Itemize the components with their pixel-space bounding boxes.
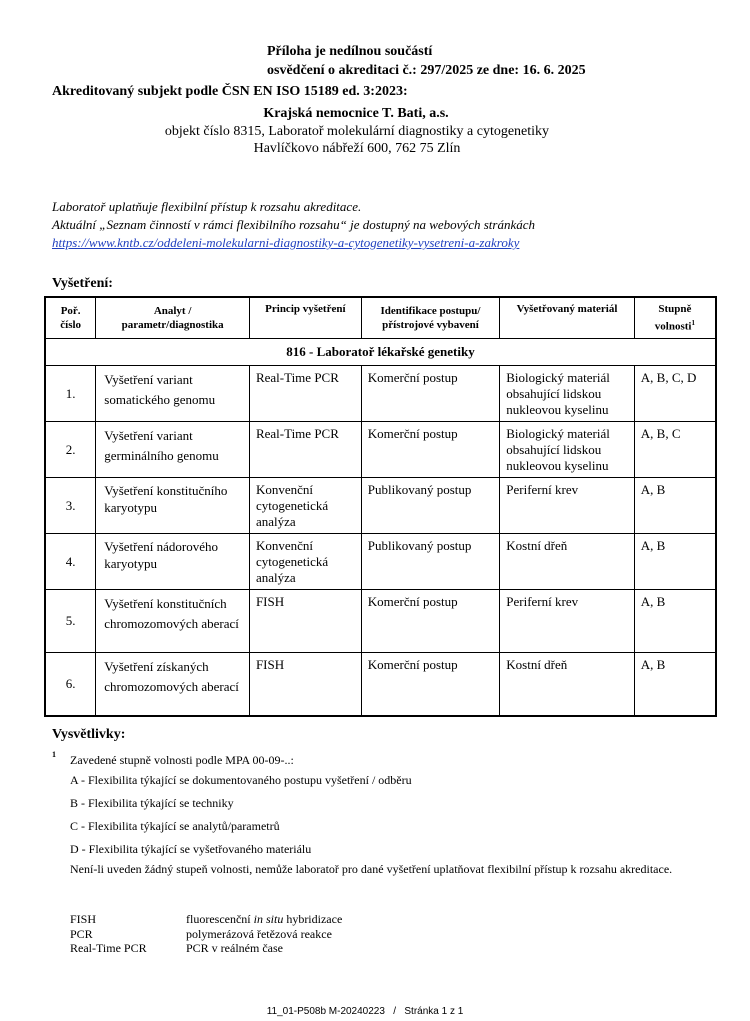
header-line-1: Příloha je nedílnou součástí <box>267 44 433 59</box>
table-row <box>45 653 716 716</box>
table-row <box>45 478 716 534</box>
section-row <box>45 339 716 366</box>
analyte-cell: Vyšetření získaných chromozomových aberací <box>96 653 250 716</box>
table-header-row <box>45 297 716 339</box>
table-row <box>45 590 716 653</box>
analyte-cell: Vyšetření variant somatického genomu <box>96 366 250 422</box>
abbr-definition: PCR v reálném čase <box>186 941 283 955</box>
analyte-cell: Vyšetření nádorového karyotypu <box>96 534 250 590</box>
flexibility-notice: Laboratoř uplatňuje flexibilní přístup k rozsahu akreditace. <box>52 199 362 214</box>
header-method: Identifikace postupu/ přístrojové vybavení <box>361 297 500 339</box>
method-cell: Komerční postup <box>361 653 500 716</box>
material-cell: Periferní krev <box>500 590 635 653</box>
degree-cell: A, B, C <box>634 422 716 478</box>
degree-cell: A, B <box>634 534 716 590</box>
abbr-definition: polymerázová řetězová reakce <box>186 927 332 941</box>
legend-note: Není-li uveden žádný stupeň volnosti, nemůže laboratoř pro dané vyšetření uplatňovat flexibilní přístup k rozsahu akreditace. <box>70 862 673 876</box>
degree-cell: A, B <box>634 590 716 653</box>
address: Havlíčkovo nábřeží 600, 762 75 Zlín <box>253 141 461 156</box>
material-cell: Kostní dřeň <box>500 653 635 716</box>
abbr-term: FISH <box>70 912 97 926</box>
organization-name: Krajská nemocnice T. Bati, a.s. <box>263 106 449 121</box>
row-number: 5. <box>45 590 96 653</box>
legend-title: Vysvětlivky: <box>52 727 126 742</box>
section-title: Vyšetření: <box>52 276 113 291</box>
legend-item: B - Flexibilita týkající se techniky <box>70 796 234 810</box>
analyte-cell: Vyšetření konstitučního karyotypu <box>96 478 250 534</box>
legend-item: D - Flexibilita týkající se vyšetřovaného materiálu <box>70 842 312 856</box>
row-number: 2. <box>45 422 96 478</box>
examinations-table <box>44 296 717 717</box>
principle-cell: Real-Time PCR <box>249 422 361 478</box>
table-row <box>45 366 716 422</box>
material-cell: Kostní dřeň <box>500 534 635 590</box>
principle-cell: Konvenční cytogenetická analýza <box>249 478 361 534</box>
abbr-definition: fluorescenční in situ hybridizace <box>186 912 343 926</box>
principle-cell: Real-Time PCR <box>249 366 361 422</box>
row-number: 6. <box>45 653 96 716</box>
analyte-cell: Vyšetření variant germinálního genomu <box>96 422 250 478</box>
website-link[interactable]: https://www.kntb.cz/oddeleni-molekularni-diagnostiky-a-cytogenetiky-vysetreni-a-zakroky <box>52 235 520 250</box>
page-footer: 11_01-P508b M-20240223 / Stránka 1 z 1 <box>266 1006 464 1017</box>
accreditation-subject: Akreditovaný subjekt podle ČSN EN ISO 15189 ed. 3:2023: <box>52 84 408 99</box>
method-cell: Komerční postup <box>361 590 500 653</box>
header-degree: Stupně volnosti$^1$ <box>634 297 716 339</box>
legend-item: C - Flexibilita týkající se analytů/parametrů <box>70 819 280 833</box>
degree-cell: A, B <box>634 653 716 716</box>
row-number: 3. <box>45 478 96 534</box>
principle-cell: Konvenční cytogenetická analýza <box>249 534 361 590</box>
material-cell: Biologický materiál obsahující lidskou nukleovou kyselinu <box>500 422 635 478</box>
abbr-term: PCR <box>70 927 93 941</box>
header-analyte: Analyt / parametr/diagnostika <box>96 297 250 339</box>
footnote-text: Zavedené stupně volnosti podle MPA 00-09-..: <box>70 753 294 767</box>
object-line: objekt číslo 8315, Laboratoř molekulární diagnostiky a cytogenetiky <box>164 124 550 139</box>
method-cell: Publikovaný postup <box>361 478 500 534</box>
header-line-2: osvědčení o akreditaci č.: 297/2025 ze dne: 16. 6. 2025 <box>267 63 586 78</box>
footnote-mark: 1 <box>52 750 56 759</box>
legend-item: A - Flexibilita týkající se dokumentovaného postupu vyšetření / odběru <box>70 773 412 787</box>
degree-cell: A, B, C, D <box>634 366 716 422</box>
header-principle: Princip vyšetření <box>249 297 361 339</box>
material-cell: Periferní krev <box>500 478 635 534</box>
analyte-cell: Vyšetření konstitučních chromozomových aberací <box>96 590 250 653</box>
abbr-term: Real-Time PCR <box>70 941 147 955</box>
section-label: 816 - Laboratoř lékařské genetiky <box>45 339 716 366</box>
list-notice: Aktuální „Seznam činností v rámci flexibilního rozsahu“ je dostupný na webových stránkách <box>52 217 535 232</box>
method-cell: Komerční postup <box>361 366 500 422</box>
material-cell: Biologický materiál obsahující lidskou nukleovou kyselinu <box>500 366 635 422</box>
table-row <box>45 422 716 478</box>
degree-cell: A, B <box>634 478 716 534</box>
principle-cell: FISH <box>249 653 361 716</box>
header-number: Poř. číslo <box>45 297 96 339</box>
principle-cell: FISH <box>249 590 361 653</box>
method-cell: Komerční postup <box>361 422 500 478</box>
method-cell: Publikovaný postup <box>361 534 500 590</box>
table-row <box>45 534 716 590</box>
header-material: Vyšetřovaný materiál <box>500 297 635 339</box>
row-number: 4. <box>45 534 96 590</box>
row-number: 1. <box>45 366 96 422</box>
